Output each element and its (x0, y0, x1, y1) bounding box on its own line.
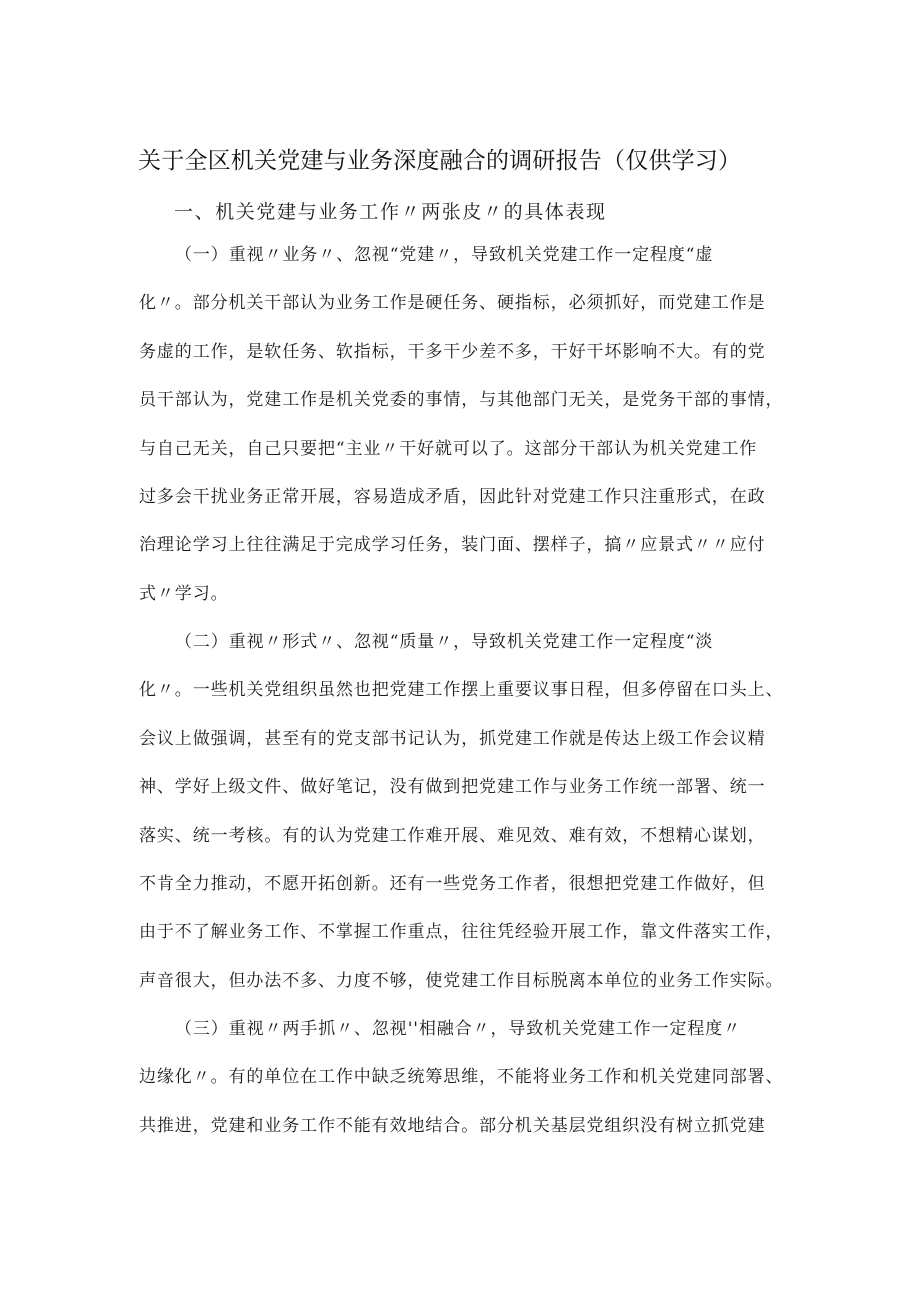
paragraph-line: 会议上做强调，甚至有的党支部书记认为，抓党建工作就是传达上级工作会议精 (139, 728, 766, 749)
paragraph-line: （三）重视〃两手抓〃、忽视''相融合〃，导致机关党建工作一定程度〃 (175, 1019, 742, 1039)
paragraph-line: 员干部认为，党建工作是机关党委的事情，与其他部门无关，是党务干部的事情， (139, 390, 784, 411)
document-title: 关于全区机关党建与业务深度融合的调研报告（仅供学习） (138, 148, 742, 174)
paragraph-line: 化〃。部分机关干部认为业务工作是硬任务、硬指标，必须抓好，而党建工作是 (139, 293, 766, 314)
paragraph-line: 过多会干扰业务正常开展，容易造成矛盾，因此针对党建工作只注重形式，在政 (139, 487, 766, 507)
paragraph-line: 治理论学习上往往满足于完成学习任务，装门面、摆样子，搞〃应景式〃〃应付 (139, 535, 766, 556)
paragraph-line: 与自己无关，自己只要把“主业〃干好就可以了。这部分干部认为机关党建工作 (139, 438, 758, 459)
paragraph-line: 共推进，党建和业务工作不能有效地结合。部分机关基层党组织没有树立抓党建 (139, 1115, 766, 1136)
paragraph-line: （一）重视〃业务〃、忽视“党建〃，导致机关党建工作一定程度“虚 (175, 245, 714, 265)
paragraph-line: 边缘化〃。有的单位在工作中缺乏统筹思维，不能将业务工作和机关党建同部署、 (139, 1067, 784, 1088)
paragraph-line: 务虚的工作，是软任务、软指标，干多干少差不多，干好干坏影响不大。有的党 (139, 341, 766, 362)
paragraph-line: 由于不了解业务工作、不掌握工作重点，往往凭经验开展工作，靠文件落实工作， (139, 922, 784, 943)
paragraph-line: 不肯全力推动，不愿开拓创新。还有一些党务工作者，很想把党建工作做好，但 (139, 874, 766, 894)
paragraph-line: 声音很大，但办法不多、力度不够，使党建工作目标脱离本单位的业务工作实际。 (139, 970, 784, 991)
section-heading: 一、机关党建与业务工作〃两张皮〃的具体表现 (174, 201, 607, 223)
paragraph-line: 式〃学习。 (139, 583, 229, 604)
paragraph-line: 化〃。一些机关党组织虽然也把党建工作摆上重要议事日程，但多停留在口头上、 (139, 680, 784, 701)
paragraph-line: 神、学好上级文件、做好笔记，没有做到把党建工作与业务工作统一部署、统一 (139, 777, 766, 798)
paragraph-line: （二）重视〃形式〃、忽视“质量〃，导致机关党建工作一定程度“淡 (175, 632, 714, 652)
paragraph-line: 落实、统一考核。有的认为党建工作难开展、难见效、难有效，不想精心谋划， (139, 825, 766, 846)
